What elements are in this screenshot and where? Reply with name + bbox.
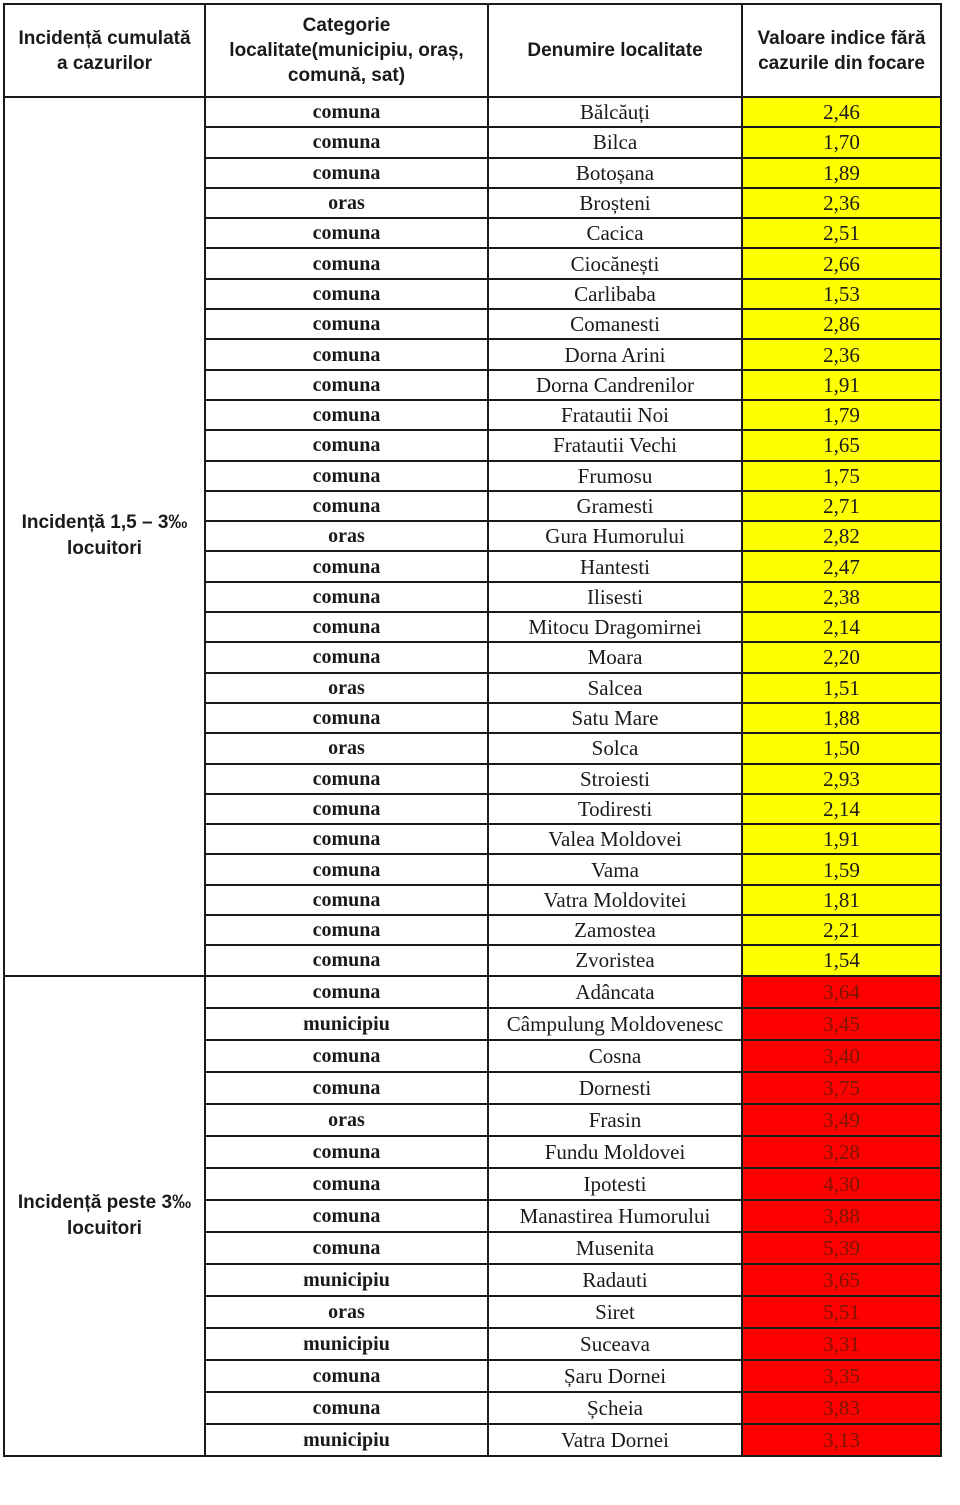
locality-name-cell: Solca (488, 733, 742, 763)
index-value-cell: 1,89 (742, 158, 941, 188)
category-cell: comuna (205, 339, 488, 369)
index-value-cell: 2,71 (742, 491, 941, 521)
category-cell: comuna (205, 1200, 488, 1232)
category-cell: comuna (205, 945, 488, 975)
locality-name-cell: Stroiesti (488, 764, 742, 794)
index-value-cell: 2,14 (742, 794, 941, 824)
category-cell: comuna (205, 158, 488, 188)
category-cell: comuna (205, 582, 488, 612)
locality-name-cell: Bălcăuți (488, 97, 742, 127)
index-value-cell: 1,91 (742, 824, 941, 854)
category-cell: comuna (205, 976, 488, 1008)
category-cell: comuna (205, 1072, 488, 1104)
category-cell: comuna (205, 127, 488, 157)
locality-name-cell: Satu Mare (488, 703, 742, 733)
category-cell: comuna (205, 1392, 488, 1424)
index-value-cell: 2,66 (742, 248, 941, 278)
header-incidence-line-1: Incidență cumulată (18, 27, 191, 49)
category-cell: oras (205, 733, 488, 763)
index-value-cell: 2,47 (742, 551, 941, 581)
index-value-cell: 1,50 (742, 733, 941, 763)
locality-name-cell: Vatra Dornei (488, 1424, 742, 1456)
locality-name-cell: Zamostea (488, 915, 742, 945)
category-cell: comuna (205, 461, 488, 491)
locality-name-cell: Gramesti (488, 491, 742, 521)
index-value-cell: 3,64 (742, 976, 941, 1008)
category-cell: comuna (205, 642, 488, 672)
category-cell: municipiu (205, 1328, 488, 1360)
category-cell: oras (205, 188, 488, 218)
index-value-cell: 3,88 (742, 1200, 941, 1232)
index-value-cell: 3,75 (742, 1072, 941, 1104)
locality-name-cell: Câmpulung Moldovenesc (488, 1008, 742, 1040)
locality-name-cell: Bilca (488, 127, 742, 157)
header-category (205, 4, 488, 97)
category-cell: comuna (205, 1232, 488, 1264)
locality-name-cell: Suceava (488, 1328, 742, 1360)
category-cell: comuna (205, 703, 488, 733)
locality-name-cell: Fratautii Vechi (488, 430, 742, 460)
locality-name-cell: Vama (488, 854, 742, 884)
locality-name-cell: Dorna Arini (488, 339, 742, 369)
incidence-group-label-line: locuitori (67, 538, 142, 560)
incidence-table (3, 3, 942, 1457)
locality-name-cell: Salcea (488, 673, 742, 703)
locality-name-cell: Șcheia (488, 1392, 742, 1424)
index-value-cell: 2,20 (742, 642, 941, 672)
header-category-line-3: comună, sat) (287, 65, 406, 86)
incidence-group-label-line: Incidență peste 3‰ (17, 1191, 192, 1213)
locality-name-cell: Dorna Candrenilor (488, 370, 742, 400)
locality-name-cell: Todiresti (488, 794, 742, 824)
header-index-value-line-2: cazurile din focare (758, 52, 925, 74)
table-body (4, 97, 941, 1456)
index-value-cell: 2,36 (742, 339, 941, 369)
category-cell: comuna (205, 1360, 488, 1392)
index-value-cell: 2,86 (742, 309, 941, 339)
table-row (4, 976, 941, 1008)
locality-name-cell: Comanesti (488, 309, 742, 339)
category-cell: comuna (205, 248, 488, 278)
category-cell: comuna (205, 279, 488, 309)
locality-name-cell: Ciocănești (488, 248, 742, 278)
index-value-cell: 2,93 (742, 764, 941, 794)
locality-name-cell: Siret (488, 1296, 742, 1328)
header-category-line-1: Categorie (302, 15, 391, 36)
index-value-cell: 3,45 (742, 1008, 941, 1040)
index-value-cell: 3,40 (742, 1040, 941, 1072)
locality-name-cell: Cosna (488, 1040, 742, 1072)
category-cell: comuna (205, 370, 488, 400)
index-value-cell: 1,51 (742, 673, 941, 703)
locality-name-cell: Broșteni (488, 188, 742, 218)
category-cell: oras (205, 1104, 488, 1136)
incidence-group-label (4, 97, 205, 976)
index-value-cell: 1,70 (742, 127, 941, 157)
category-cell: comuna (205, 1168, 488, 1200)
index-value-cell: 1,81 (742, 885, 941, 915)
locality-name-cell: Moara (488, 642, 742, 672)
locality-name-cell: Zvoristea (488, 945, 742, 975)
header-index-value (742, 4, 941, 97)
locality-name-cell: Frasin (488, 1104, 742, 1136)
category-cell: comuna (205, 794, 488, 824)
locality-name-cell: Ilisesti (488, 582, 742, 612)
category-cell: municipiu (205, 1008, 488, 1040)
category-cell: comuna (205, 309, 488, 339)
locality-name-cell: Gura Humorului (488, 521, 742, 551)
locality-name-cell: Vatra Moldovitei (488, 885, 742, 915)
category-cell: municipiu (205, 1264, 488, 1296)
index-value-cell: 5,51 (742, 1296, 941, 1328)
category-cell: municipiu (205, 1424, 488, 1456)
index-value-cell: 1,65 (742, 430, 941, 460)
locality-name-cell: Dornesti (488, 1072, 742, 1104)
category-cell: comuna (205, 551, 488, 581)
category-cell: comuna (205, 430, 488, 460)
category-cell: oras (205, 1296, 488, 1328)
category-cell: comuna (205, 400, 488, 430)
index-value-cell: 3,35 (742, 1360, 941, 1392)
category-cell: comuna (205, 854, 488, 884)
header-incidence-line-2: a cazurilor (56, 52, 153, 74)
category-cell: oras (205, 521, 488, 551)
incidence-group-label (4, 976, 205, 1456)
locality-name-cell: Cacica (488, 218, 742, 248)
incidence-group-label-line: Incidență 1,5 – 3‰ (21, 512, 188, 534)
index-value-cell: 1,59 (742, 854, 941, 884)
category-cell: oras (205, 673, 488, 703)
index-value-cell: 3,65 (742, 1264, 941, 1296)
index-value-cell: 1,88 (742, 703, 941, 733)
index-value-cell: 1,91 (742, 370, 941, 400)
locality-name-cell: Șaru Dornei (488, 1360, 742, 1392)
index-value-cell: 4,30 (742, 1168, 941, 1200)
category-cell: comuna (205, 218, 488, 248)
locality-name-cell: Ipotesti (488, 1168, 742, 1200)
category-cell: comuna (205, 1136, 488, 1168)
category-cell: comuna (205, 1040, 488, 1072)
category-cell: comuna (205, 885, 488, 915)
locality-name-cell: Radauti (488, 1264, 742, 1296)
index-value-cell: 3,31 (742, 1328, 941, 1360)
index-value-cell: 2,36 (742, 188, 941, 218)
locality-name-cell: Frumosu (488, 461, 742, 491)
index-value-cell: 1,54 (742, 945, 941, 975)
category-cell: comuna (205, 491, 488, 521)
index-value-cell: 2,51 (742, 218, 941, 248)
header-index-value-line-1: Valoare indice fără (757, 27, 926, 49)
index-value-cell: 1,53 (742, 279, 941, 309)
category-cell: comuna (205, 764, 488, 794)
index-value-cell: 3,83 (742, 1392, 941, 1424)
locality-name-cell: Fratautii Noi (488, 400, 742, 430)
incidence-group-label-line: locuitori (67, 1217, 142, 1239)
index-value-cell: 2,82 (742, 521, 941, 551)
locality-name-cell: Carlibaba (488, 279, 742, 309)
category-cell: comuna (205, 824, 488, 854)
index-value-cell: 2,38 (742, 582, 941, 612)
index-value-cell: 2,46 (742, 97, 941, 127)
locality-name-cell: Adâncata (488, 976, 742, 1008)
locality-name-cell: Manastirea Humorului (488, 1200, 742, 1232)
index-value-cell: 2,21 (742, 915, 941, 945)
index-value-cell: 5,39 (742, 1232, 941, 1264)
locality-name-cell: Hantesti (488, 551, 742, 581)
index-value-cell: 1,75 (742, 461, 941, 491)
header-incidence (4, 4, 205, 97)
locality-name-cell: Fundu Moldovei (488, 1136, 742, 1168)
index-value-cell: 3,13 (742, 1424, 941, 1456)
locality-name-cell: Botoșana (488, 158, 742, 188)
locality-name-cell: Valea Moldovei (488, 824, 742, 854)
header-locality-name: Denumire localitate (488, 4, 742, 97)
table-row (4, 97, 941, 127)
index-value-cell: 3,28 (742, 1136, 941, 1168)
locality-name-cell: Musenita (488, 1232, 742, 1264)
index-value-cell: 2,14 (742, 612, 941, 642)
locality-name-cell: Mitocu Dragomirnei (488, 612, 742, 642)
category-cell: comuna (205, 97, 488, 127)
index-value-cell: 3,49 (742, 1104, 941, 1136)
header-category-line-2: localitate(municipiu, oraș, (229, 40, 464, 61)
index-value-cell: 1,79 (742, 400, 941, 430)
header-row (4, 4, 941, 97)
category-cell: comuna (205, 612, 488, 642)
category-cell: comuna (205, 915, 488, 945)
